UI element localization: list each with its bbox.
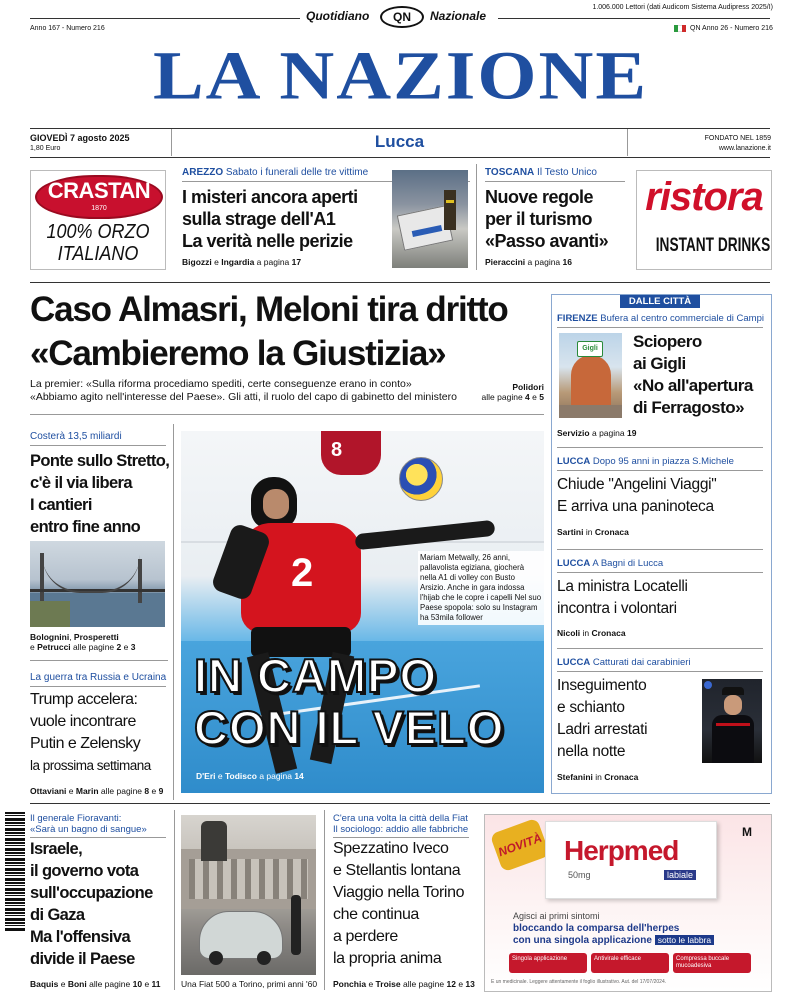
left1-credit-n2: 3: [130, 642, 136, 652]
center-credit-author-2: Todisco: [224, 771, 257, 781]
header-rule-right: [498, 18, 770, 19]
lead-headline[interactable]: [30, 288, 508, 376]
bottom1-title-5: Ma l'offensiva: [30, 928, 131, 946]
bottom3-kicker: [333, 813, 468, 835]
bottom1-credit-n2: 11: [151, 979, 161, 989]
herpmed-benefit-3: Compressa buccale mucoadesiva: [673, 953, 751, 973]
top1-credit-page: a pagina: [256, 257, 290, 267]
left2-title-2: vuole incontrare: [30, 713, 136, 730]
bottom3-credit-n1: 12: [446, 979, 456, 989]
right-s3-title-2: incontra i volontari: [557, 600, 677, 617]
top2-title-2: per il turismo: [485, 209, 593, 229]
lead-credit-page: alle pagine: [481, 392, 523, 402]
right-s1-credit-page: a pagina: [591, 428, 625, 438]
left1-credit-author-1: Bolognini: [30, 632, 70, 642]
bottom3-kicker-2: Il sociologo: addio alle fabbriche: [333, 824, 469, 835]
right-s1-kicker-rule: [557, 327, 763, 328]
crastan-brand: CRASTAN: [47, 178, 151, 203]
bottom3-credit-author-2: Troise: [375, 979, 401, 989]
top1-credit-num: 17: [291, 257, 302, 267]
lead-credit-and: e: [532, 392, 537, 402]
bottom1-title-2: il governo vota: [30, 862, 139, 880]
bottom3-credit-n2: 13: [465, 979, 475, 989]
left2-credits: [30, 786, 163, 796]
bottom1-credit-author-2: Boni: [67, 979, 87, 989]
top1-headline[interactable]: [182, 186, 358, 252]
left1-kicker-rule: [30, 445, 166, 446]
top2-headline[interactable]: [485, 186, 608, 252]
bottom1-headline[interactable]: [30, 838, 153, 970]
right-s3-kicker: [557, 558, 663, 570]
lead-sub-2: «Abbiamo agito nell'interesse del Paese». Gli atti, il ruolo del capo di gabinetto del ministero: [30, 391, 457, 403]
right-s3-headline[interactable]: [557, 576, 688, 620]
bottom-band-rule: [30, 803, 770, 804]
crash-photo: [392, 170, 468, 268]
top1-kicker-text: Sabato i funerali delle tre vittime: [225, 167, 369, 178]
issue-price: 1,80 Euro: [30, 145, 61, 152]
right-s2-title-1: Chiude "Angelini Viaggi": [557, 476, 717, 493]
bottom3-title-1: Spezzatino Iveco: [333, 840, 449, 857]
right-s1-title-3: «No all'apertura: [633, 376, 753, 395]
top1-credit-author-2: Ingardia: [221, 257, 255, 267]
top-divider-1: [476, 164, 477, 270]
top2-title-3: «Passo avanti»: [485, 231, 609, 251]
bottom3-title-4: che continua: [333, 906, 419, 923]
left1-credit-page: alle pagine: [73, 642, 115, 652]
fiat500-caption: Una Fiat 500 a Torino, primi anni '60: [181, 979, 318, 989]
herpmed-line2: bloccando la comparsa dell'herpes: [513, 923, 680, 934]
right-s2-credit-author: Sartini: [557, 527, 584, 537]
header-tag-left: Quotidiano: [306, 9, 370, 23]
left2-credit-author-1: Ottaviani: [30, 786, 67, 796]
crastan-line2: ITALIANO: [57, 243, 139, 265]
top2-credit-num: 16: [562, 257, 573, 267]
right-s4-kicker-rule: [557, 671, 763, 672]
right-divider-1: [557, 447, 763, 448]
right-s4-place: LUCCA: [557, 657, 591, 668]
bottom1-credits: [30, 979, 161, 989]
herpmed-line1: Agisci ai primi sintomi: [513, 911, 600, 921]
left1-headline[interactable]: [30, 450, 169, 538]
right-s3-kicker-rule: [557, 572, 763, 573]
top1-credit-and: e: [214, 257, 219, 267]
herpmed-benefit-2: Antivirale efficace: [591, 953, 669, 973]
ristora-ad[interactable]: [636, 170, 772, 270]
right-s4-title-2: e schianto: [557, 699, 625, 716]
bottom3-title-2: e Stellantis lontana: [333, 862, 461, 879]
top2-title-1: Nuove regole: [485, 187, 594, 207]
header-tag-right: Nazionale: [430, 9, 487, 23]
lead-sub-1: La premier: «Sulla riforma procediamo spediti, certe conseguenze erano in conto»: [30, 378, 412, 390]
gigli-photo: [559, 333, 622, 418]
herpmed-line3: con una singola applicazione: [513, 935, 652, 946]
left1-title-1: Ponte sullo Stretto,: [30, 452, 170, 470]
center-credit-author-1: D'Eri: [196, 771, 216, 781]
left1-title-2: c'è il via libera: [30, 474, 132, 492]
bottom3-title-6: la propria anima: [333, 950, 442, 967]
herpmed-brand: Herpmed: [564, 835, 679, 866]
italy-flag-icon: [674, 25, 686, 32]
ristora-sub: INSTANT DRINKS: [655, 235, 771, 256]
left2-credit-page: alle pagine: [100, 786, 143, 796]
bottom3-kicker-1: C'era una volta la città della Fiat: [333, 813, 468, 824]
right-s3-credits: [557, 628, 626, 638]
qn-logo: [380, 6, 424, 28]
dalle-citta-label: DALLE CITTÀ: [620, 295, 700, 308]
volleyball-icon: [399, 457, 443, 501]
bottom1-title-1: Israele,: [30, 840, 83, 858]
top1-credits: [182, 257, 301, 267]
top2-kicker-place: TOSCANA: [485, 167, 535, 178]
website-link[interactable]: www.lanazione.it: [718, 145, 771, 152]
bottom1-credit-author-1: Baquis: [30, 979, 59, 989]
center-credit-page: a pagina: [259, 771, 292, 781]
left2-title-1: Trump accelera:: [30, 691, 138, 708]
bottom1-kicker-2: «Sarà un bagno di sangue»: [30, 824, 147, 835]
city-edition: Lucca: [374, 132, 425, 151]
lead-credits: [478, 382, 544, 402]
bottom3-title-3: Viaggio nella Torino: [333, 884, 465, 901]
right-s2-kicker-rule: [557, 470, 763, 471]
top1-title-2: sulla strage dell'A1: [182, 209, 336, 229]
top1-title-1: I misteri ancora aperti: [182, 187, 358, 207]
herpmed-ad[interactable]: [484, 814, 772, 992]
crastan-line1: 100% ORZO: [46, 221, 150, 243]
bottom3-credit-page: alle pagine: [402, 979, 445, 989]
left1-credit-and-2: e: [123, 642, 129, 652]
bottom3-credits: [333, 979, 475, 989]
right-divider-2: [557, 549, 763, 550]
right-s4-credit-author: Stefanini: [557, 772, 593, 782]
left2-kicker: La guerra tra Russia e Ucraina: [30, 672, 167, 683]
volleyball-caption: Mariam Metwally, 26 anni, pallavolista egiziana, giocherà nella A1 di volley con Busto Arsizio. Anche in gara indossa l'hijab che le copre i capelli Nel suo Paese spopola: solo su Instagram ha 53mila follower: [418, 551, 544, 625]
edition-left: Anno 167 - Numero 216: [30, 25, 105, 32]
bottom1-credit-n1: 10: [132, 979, 143, 989]
right-s2-kicker-text: Dopo 95 anni in piazza S.Michele: [592, 456, 734, 467]
bottom-divider-1: [174, 810, 175, 990]
bottom3-credit-and-2: e: [458, 979, 464, 989]
top1-kicker-place: AREZZO: [182, 167, 224, 178]
right-divider-3: [557, 648, 763, 649]
right-s4-credit-section: Cronaca: [604, 772, 639, 782]
left1-title-4: entro fine anno: [30, 518, 141, 536]
lead-credit-n1: 4: [525, 392, 530, 402]
ristora-brand: ristora: [645, 175, 763, 219]
right-s4-kicker: [557, 657, 691, 669]
masthead-divider: [30, 128, 770, 129]
volleyball-photo: 8 2: [181, 431, 544, 793]
right-s2-credit-in: in: [585, 527, 593, 537]
top-strip-bottom-rule: [30, 282, 770, 283]
herpmed-box: [545, 821, 717, 899]
left2-credit-and: e: [68, 786, 74, 796]
bottom3-credit-and: e: [368, 979, 374, 989]
herpmed-dose: 50mg: [568, 870, 591, 880]
center-title-2: CON IL VELO: [194, 701, 505, 754]
left2-credit-n1: 8: [144, 786, 150, 796]
right-s4-title-4: nella notte: [557, 743, 626, 760]
bottom3-credit-author-1: Ponchia: [333, 979, 367, 989]
right-s2-credit-section: Cronaca: [594, 527, 629, 537]
center-credit-and: e: [217, 771, 223, 781]
gigli-sign: Gigli: [577, 341, 603, 357]
left1-credit-and: e: [30, 642, 35, 652]
right-s1-credit-num: 19: [626, 428, 637, 438]
carabiniere-photo: [702, 679, 762, 763]
herpmed-benefit-1: Singola applicazione: [509, 953, 587, 973]
lead-title-2: «Cambieremo la Giustizia»: [30, 334, 446, 373]
right-s2-kicker: [557, 456, 734, 468]
herpmed-maker-icon: M: [742, 825, 752, 839]
herpmed-badge: NOVITÀ: [490, 818, 551, 873]
herpmed-sub: labiale: [664, 870, 696, 880]
crastan-year: 1870: [91, 205, 107, 212]
crastan-ad[interactable]: [30, 170, 166, 270]
founded-note: FONDATO NEL 1859: [704, 135, 771, 142]
left1-credit-author-2: Prosperetti: [73, 632, 119, 642]
lead-subtitle: [30, 378, 457, 404]
right-s3-credit-in: in: [582, 628, 590, 638]
crastan-logo: [35, 175, 163, 219]
left2-title-4: la prossima settimana: [30, 758, 151, 773]
left1-credit-author-3: Petrucci: [37, 642, 71, 652]
left1-title-3: I cantieri: [30, 496, 92, 514]
left2-credit-author-2: Marin: [75, 786, 99, 796]
right-s1-place: FIRENZE: [557, 313, 598, 324]
left1-credit-n1: 2: [116, 642, 122, 652]
bottom1-title-4: di Gaza: [30, 906, 85, 924]
right-s3-title-1: La ministra Locatelli: [557, 578, 688, 595]
left2-kicker-rule: [30, 686, 166, 687]
right-s1-kicker: [557, 313, 764, 325]
left2-credit-and-2: e: [151, 786, 157, 796]
right-s2-credits: [557, 527, 629, 537]
barcode-icon: [5, 812, 25, 932]
herpmed-benefits: [509, 953, 751, 973]
top2-credit-page: a pagina: [527, 257, 561, 267]
top1-kicker: [182, 167, 368, 179]
bottom1-title-6: divide il Paese: [30, 950, 135, 968]
lead-credit-n2: 5: [539, 392, 544, 402]
right-s1-headline[interactable]: [633, 331, 753, 419]
bottom1-title-3: sull'occupazione: [30, 884, 153, 902]
right-s3-credit-author: Nicoli: [557, 628, 581, 638]
bottom3-headline[interactable]: [333, 838, 464, 970]
header-bottom-rule: [30, 157, 770, 158]
herpmed-fine: È un medicinale. Leggere attentamente il foglio illustrativo. Aut. del 17/07/2024.: [491, 979, 667, 985]
left-divider: [30, 660, 168, 661]
right-s4-title-1: Inseguimento: [557, 677, 647, 694]
issue-date: GIOVEDÌ 7 agosto 2025: [30, 133, 130, 143]
center-credit-num: 14: [294, 771, 304, 781]
right-s4-credit-in: in: [595, 772, 602, 782]
right-s1-title-1: Sciopero: [633, 332, 702, 351]
masthead: LA NAZIONE: [152, 38, 649, 114]
left2-credit-n2: 9: [158, 786, 164, 796]
bottom3-title-5: a perdere: [333, 928, 398, 945]
left-col-vertical-rule: [173, 424, 174, 800]
bottom1-credit-page: alle pagine: [89, 979, 131, 989]
right-s1-title-4: di Ferragosto»: [633, 398, 745, 417]
bottom1-credit-and-2: e: [144, 979, 150, 989]
city-divider-right: [627, 129, 628, 156]
top2-kicker: [485, 167, 597, 179]
bottom1-kicker: [30, 813, 147, 835]
herpmed-tag: sotto le labbra: [655, 935, 714, 945]
center-headline[interactable]: [194, 650, 542, 754]
top1-credit-author-1: Bigozzi: [182, 257, 212, 267]
edition-right: QN Anno 26 - Numero 216: [690, 25, 773, 32]
right-s2-headline[interactable]: [557, 474, 717, 518]
lead-bottom-rule: [30, 414, 544, 415]
top2-kicker-rule: [485, 181, 625, 182]
fiat500-photo: [181, 815, 316, 975]
right-s2-place: LUCCA: [557, 456, 591, 467]
bottom1-kicker-1: Il generale Fioravanti:: [30, 813, 122, 824]
bottom-divider-2: [324, 810, 325, 990]
qn-logo-text: QN: [393, 10, 411, 24]
bottom1-credit-and: e: [60, 979, 66, 989]
top2-kicker-text: Il Testo Unico: [537, 167, 597, 178]
right-s3-place: LUCCA: [557, 558, 591, 569]
right-s3-kicker-text: A Bagni di Lucca: [592, 558, 664, 569]
right-s4-headline[interactable]: [557, 675, 647, 763]
right-s1-credits: [557, 428, 636, 438]
readers-note: 1.006.000 Lettori (dati Audicom Sistema Audipress 2025/I): [592, 4, 773, 11]
header-rule-left: [30, 18, 300, 19]
right-s2-title-2: E arriva una paninoteca: [557, 498, 714, 515]
left2-headline[interactable]: [30, 689, 151, 777]
left1-kicker: Costerà 13,5 miliardi: [30, 431, 122, 442]
right-s1-credit-author: Servizio: [557, 428, 590, 438]
right-s4-title-3: Ladri arrestati: [557, 721, 648, 738]
lead-credit-author: Polidori: [512, 382, 544, 392]
right-s4-credits: [557, 772, 638, 782]
top2-credit-author: Pieraccini: [485, 257, 526, 267]
center-title-1: IN CAMPO: [194, 649, 437, 702]
lead-title-1: Caso Almasri, Meloni tira dritto: [30, 290, 508, 329]
center-credits: [196, 771, 304, 781]
top2-credits: [485, 257, 572, 267]
left1-credits: Bolognini, Prosperetti e Petrucci alle pagine 2 e 3: [30, 632, 136, 652]
right-s1-kicker-text: Bufera al centro commerciale di Campi: [600, 313, 764, 324]
top1-title-3: La verità nelle perizie: [182, 231, 353, 251]
bridge-photo: [30, 541, 165, 627]
right-s1-title-2: ai Gigli: [633, 354, 686, 373]
right-s4-kicker-text: Catturati dai carabinieri: [592, 657, 691, 668]
left2-title-3: Putin e Zelensky: [30, 735, 141, 752]
right-s3-credit-section: Cronaca: [591, 628, 626, 638]
herpmed-line3-row: [513, 935, 714, 946]
